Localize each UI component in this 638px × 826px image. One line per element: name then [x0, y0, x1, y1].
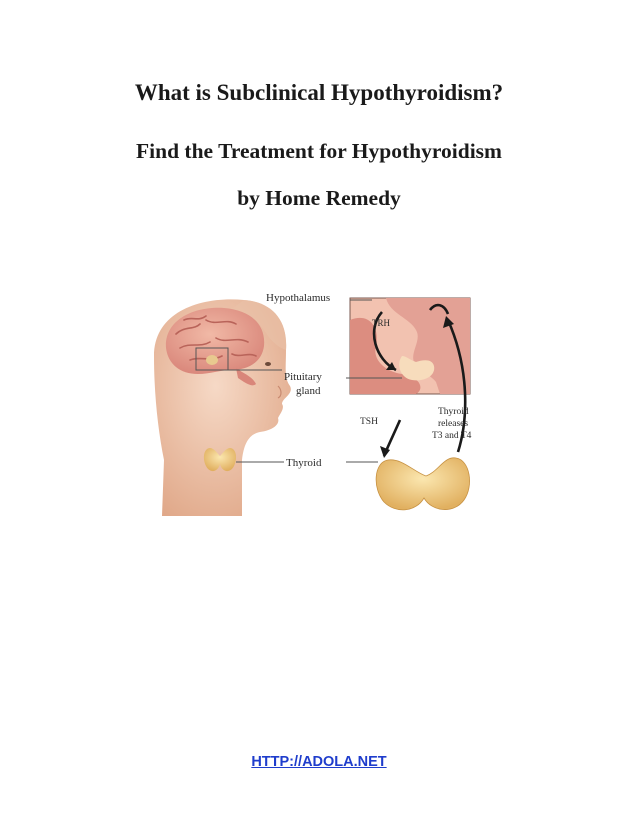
footer	[0, 754, 638, 770]
hypothalamus-inset	[350, 298, 470, 394]
document-subtitle-line2: by Home Remedy	[237, 186, 401, 210]
label-pituitary-line2: gland	[296, 385, 321, 397]
label-thyroid: Thyroid	[286, 457, 322, 469]
label-thyroid-releases-line3: T3 and T4	[432, 431, 472, 441]
document-title: What is Subclinical Hypothyroidism?	[134, 80, 504, 105]
thyroid-gland-illustration	[376, 458, 469, 510]
thyroid-axis-illustration	[140, 290, 510, 520]
label-thyroid-releases-line1: Thyroid	[438, 407, 469, 417]
document-subtitle-line1: Find the Treatment for Hypothyroidism	[136, 139, 502, 163]
label-thyroid-releases-line2: releases	[438, 419, 469, 429]
label-pituitary-line1: Pituitary	[284, 371, 322, 383]
label-trh: TRH	[372, 318, 390, 328]
label-tsh: TSH	[360, 417, 378, 427]
website-link[interactable]: HTTP://ADOLA.NET	[251, 754, 387, 770]
label-hypothalamus: Hypothalamus	[266, 292, 331, 304]
